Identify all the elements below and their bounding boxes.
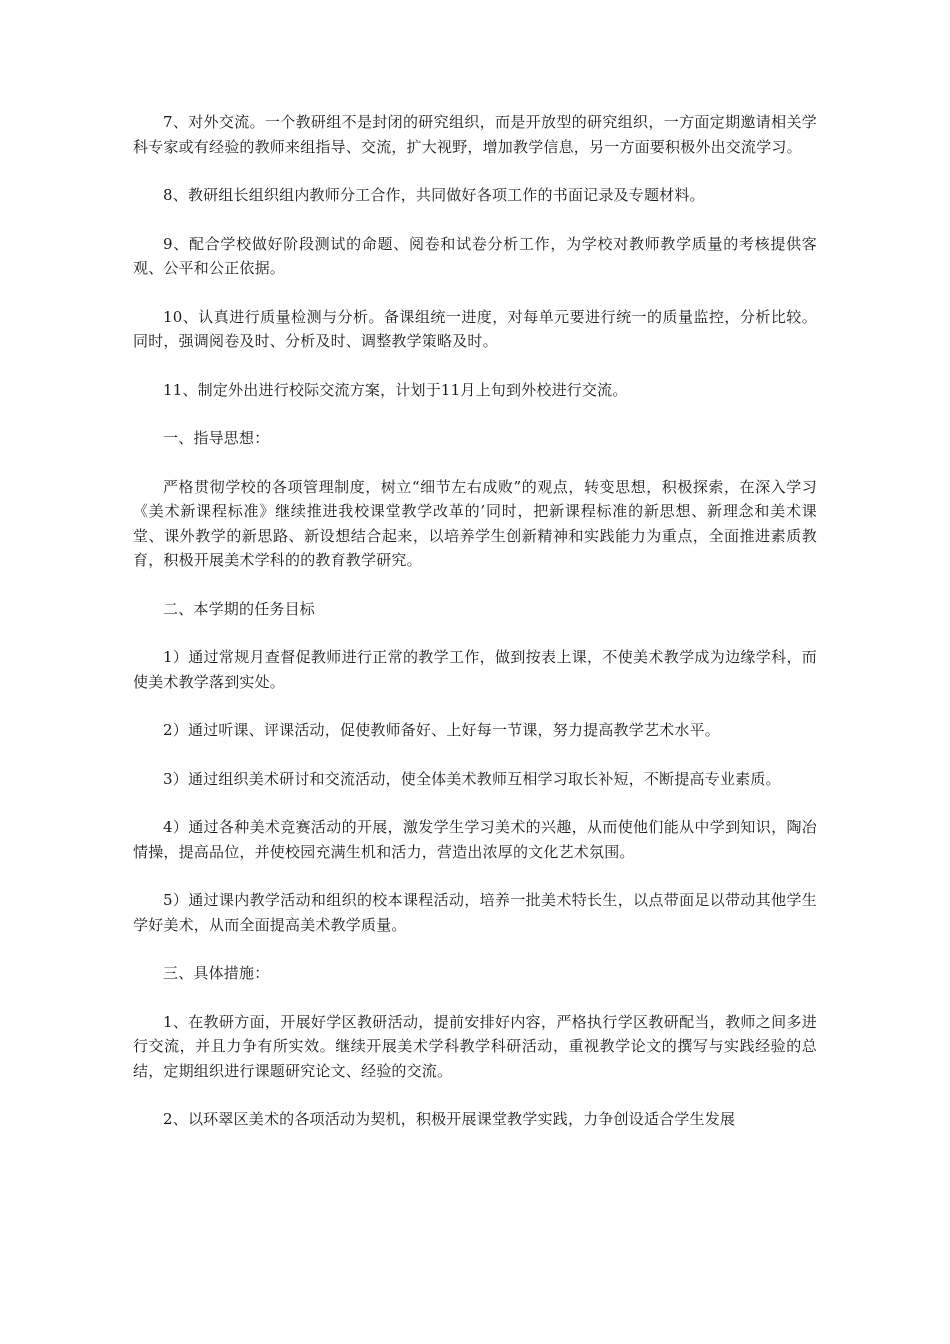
goal-item-5: 5）通过课内教学活动和组织的校本课程活动，培养一批美术特长生，以点带面足以带动其他学生学好美术，从而全面提高美术教学质量。 (133, 891, 817, 934)
paragraph-item-7-external-exchange: 7、对外交流。一个教研组不是封闭的研究组织，而是开放型的研究组织，一方面定期邀请相关学科专家或有经验的教师来组指导、交流，扩大视野，增加教学信息，另一方面要积极外出交流学习。 (133, 113, 817, 156)
paragraph-item-8-division-of-work: 8、教研组长组织组内教师分工合作，共同做好各项工作的书面记录及专题材料。 (163, 186, 705, 204)
paragraph-item-11-school-exchange: 11、制定外出进行校际交流方案，计划于11月上旬到外校进行交流。 (163, 380, 628, 399)
paragraph-guiding-ideology: 严格贯彻学校的各项管理制度，树立“细节左右成败”的观点，转变思想，积极探索，在深入学习《美术新课程标准》继续推进我校课堂教学改革的’同时，把新课程标准的新思想、新理念和美术课堂、课外教学的新思路、新设想结合起来，以培养学生创新精神和实践能力为重点，全面推进素质教育，积极开展美术学科的的教育教学研究。 (133, 477, 817, 569)
measure-item-2: 2、以环翠区美术的各项活动为契机，积极开展课堂教学实践，力争创设适合学生发展 (163, 1110, 736, 1128)
goal-item-1: 1）通过常规月查督促教师进行正常的教学工作，做到按表上课，不使美术教学成为边缘学科，而使美术教学落到实处。 (133, 648, 817, 691)
section-heading-specific-measures: 三、具体措施： (163, 964, 270, 982)
document-body (133, 110, 817, 1156)
goal-item-3: 3）通过组织美术研讨和交流活动，使全体美术教师互相学习取长补短，不断提高专业素质。 (163, 769, 781, 788)
goal-item-2: 2）通过听课、评课活动，促使教师备好、上好每一节课，努力提高教学艺术水平。 (163, 721, 720, 739)
measure-item-1: 1、在教研方面，开展好学区教研活动，提前安排好内容，严格执行学区教研配当，教师之间多进行交流，并且力争有所实效。继续开展美术学科教学科研活动，重视教学论文的撰写与实践经验的总结，定期组织进行课题研究论文、经验的交流。 (133, 1012, 817, 1080)
section-heading-semester-goals: 二、本学期的任务目标 (163, 599, 316, 618)
paragraph-item-10-quality-analysis: 10、认真进行质量检测与分析。备课组统一进度，对每单元要进行统一的质量监控，分析比较。同时，强调阅卷及时、分析及时、调整教学策略及时。 (133, 307, 817, 350)
goal-item-4: 4）通过各种美术竞赛活动的开展，激发学生学习美术的兴趣，从而使他们能从中学到知识，陶冶情操，提高品位，并使校园充满生机和活力，营造出浓厚的文化艺术氛围。 (133, 818, 817, 861)
section-heading-guiding-ideology: 一、指导思想： (163, 429, 270, 447)
paragraph-item-9-exam-support: 9、配合学校做好阶段测试的命题、阅卷和试卷分析工作，为学校对教师教学质量的考核提供客观、公平和公正依据。 (133, 234, 817, 277)
